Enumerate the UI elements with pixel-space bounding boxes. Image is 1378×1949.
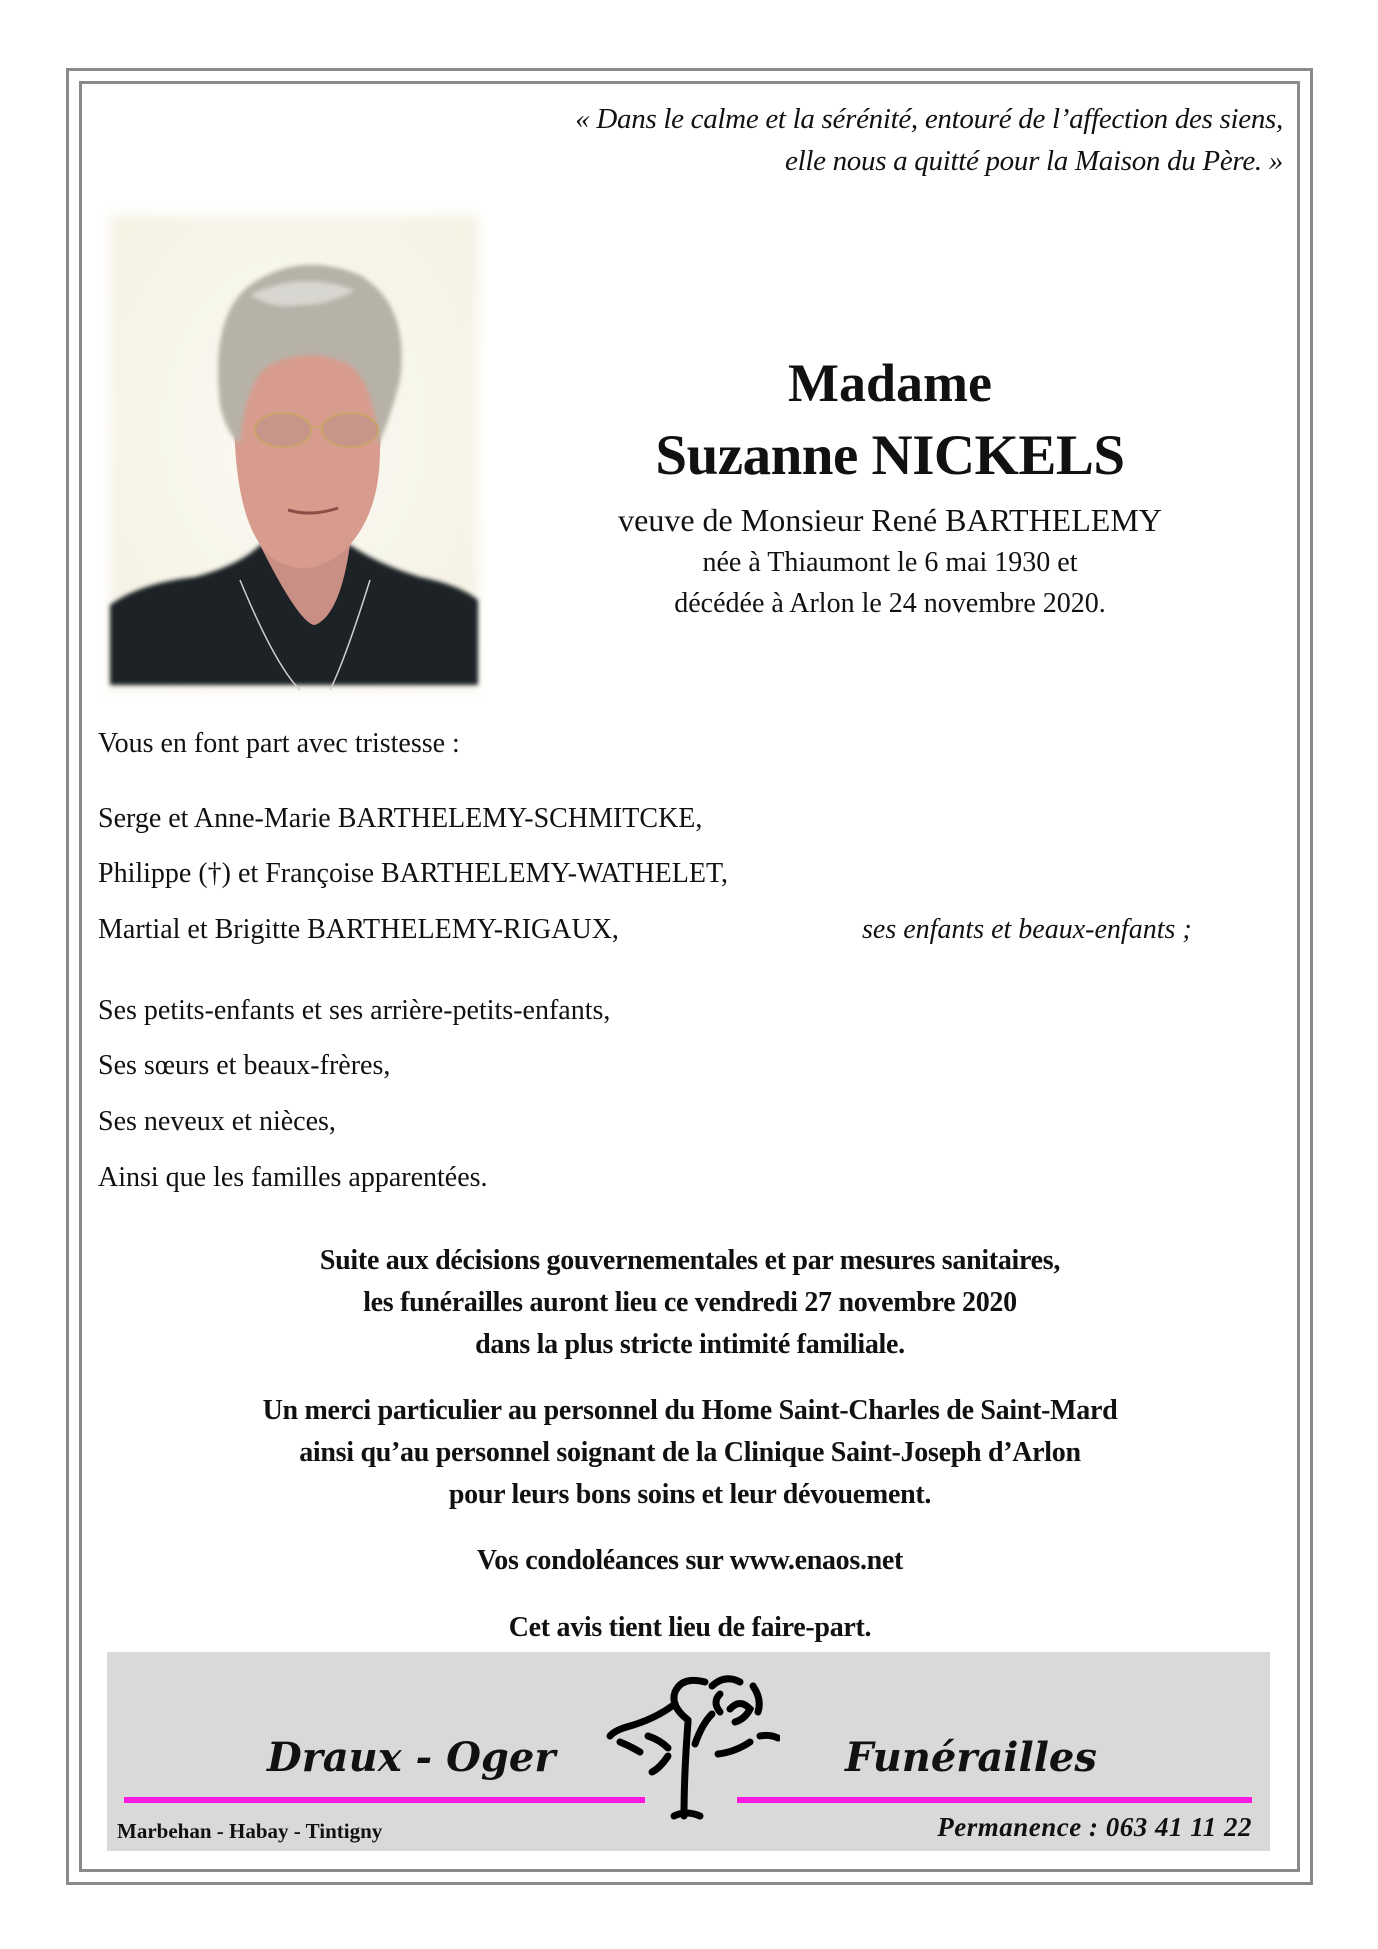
portrait-photo — [100, 205, 488, 700]
thanks-line: Un merci particulier au personnel du Home Saint-Charles de Saint-Mard — [262, 1395, 1118, 1426]
funeral-home-tagline: Funérailles — [845, 1734, 1097, 1781]
funeral-notice — [90, 1240, 1290, 1366]
thanks-notice — [90, 1390, 1290, 1516]
thanks-line: pour leurs bons soins et leur dévouement. — [448, 1479, 932, 1510]
family-line: Ses sœurs et beaux-frères, — [98, 1050, 391, 1081]
family-line: Ses neveux et nièces, — [98, 1106, 336, 1137]
quote-line-2: elle nous a quitté pour la Maison du Père. » — [785, 145, 1283, 177]
family-line: Ses petits-enfants et ses arrière-petits-enfants, — [98, 995, 611, 1026]
family-line: Philippe (†) et Françoise BARTHELEMY-WATHELET, — [98, 858, 729, 889]
notice-line: dans la plus stricte intimité familiale. — [475, 1329, 905, 1360]
family-line: Martial et Brigitte BARTHELEMY-RIGAUX, — [98, 914, 619, 945]
deceased-title: Madame — [788, 353, 992, 413]
birth-info: née à Thiaumont le 6 mai 1930 et — [702, 547, 1078, 578]
family-line: Ainsi que les familles apparentées. — [98, 1162, 488, 1193]
tree-icon — [600, 1664, 780, 1826]
funeral-home-banner — [107, 1652, 1270, 1851]
death-info: décédée à Arlon le 24 novembre 2020. — [674, 588, 1106, 619]
widow-of: veuve de Monsieur René BARTHELEMY — [618, 502, 1162, 538]
accent-line-right — [737, 1797, 1252, 1803]
notice-line: Suite aux décisions gouvernementales et par mesures sanitaires, — [319, 1245, 1061, 1276]
family-intro: Vous en font part avec tristesse : — [98, 728, 460, 759]
condolences-link[interactable]: Vos condoléances sur www.enaos.net — [476, 1545, 904, 1576]
deceased-name: Suzanne NICKELS — [655, 424, 1125, 487]
phone-number: Permanence : 063 41 11 22 — [937, 1812, 1252, 1842]
thanks-line: ainsi qu’au personnel soignant de la Clinique Saint-Joseph d’Arlon — [299, 1437, 1081, 1468]
faire-part-note: Cet avis tient lieu de faire-part. — [508, 1612, 872, 1643]
deceased-info — [560, 348, 1220, 624]
family-line: Serge et Anne-Marie BARTHELEMY-SCHMITCKE, — [98, 803, 703, 834]
epigraph-quote — [575, 98, 1283, 182]
quote-line-1: « Dans le calme et la sérénité, entouré de l’affection des siens, — [575, 103, 1283, 135]
children-relation: ses enfants et beaux-enfants ; — [862, 914, 1192, 945]
accent-line-left — [124, 1797, 645, 1803]
notice-line: les funérailles auront lieu ce vendredi 27 novembre 2020 — [363, 1287, 1017, 1318]
locations: Marbehan - Habay - Tintigny — [117, 1819, 383, 1843]
funeral-home-name: Draux - Oger — [267, 1734, 556, 1781]
